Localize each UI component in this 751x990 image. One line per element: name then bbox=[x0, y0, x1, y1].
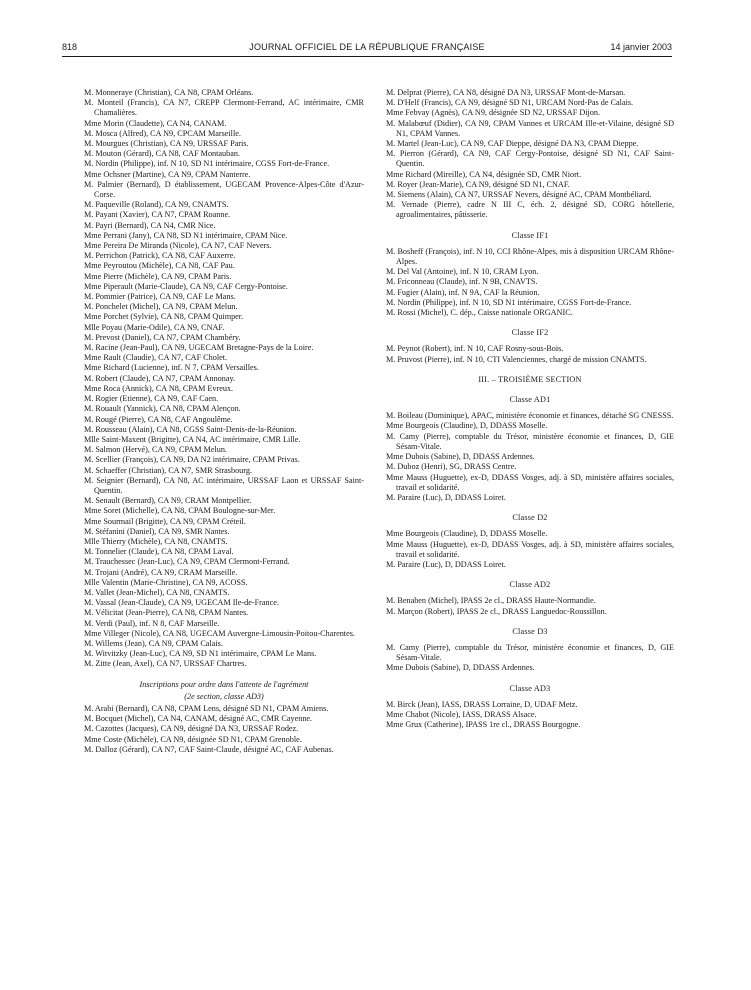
issue-date: 14 janvier 2003 bbox=[610, 42, 672, 52]
list-item: M. Rousseau (Alain), CA N8, CGSS Saint-Denis-de-la-Réunion. bbox=[84, 424, 297, 434]
section-title: Classe IF2 bbox=[511, 328, 549, 338]
inscription-title: Inscriptions pour ordre dans l'attente de l'agrément bbox=[139, 679, 309, 689]
page-number: 818 bbox=[62, 42, 78, 52]
list-item: M. Del Val (Antoine), inf. N 10, CRAM Lyon. bbox=[386, 267, 539, 277]
section-title: Classe IF1 bbox=[511, 230, 549, 240]
list-item: M. Vélicitat (Jean-Pierre), CA N8, CPAM Nantes. bbox=[84, 608, 249, 618]
list-item: M. Willems (Jean), CA N9, CPAM Calais. bbox=[84, 638, 223, 648]
list-item: Mme Richard (Mireille), CA N4, désignée SD, CMR Niort. bbox=[386, 169, 582, 179]
list-item: M. Rogier (Etienne), CA N9, CAF Caen. bbox=[84, 394, 219, 404]
list-item: M. Benaben (Michel), IPASS 2e cl., DRASS Haute-Normandie. bbox=[386, 596, 596, 606]
list-item: M. Zitte (Jean, Axel), CA N7, URSSAF Chartres. bbox=[84, 659, 247, 669]
list-item: M. Nordin (Philippe), inf. N 10, SD N1 intérimaire, CGSS Fort-de-France. bbox=[386, 297, 632, 307]
list-item: M. Dalloz (Gérard), CA N7, CAF Saint-Claude, désigné AC, CAF Aubenas. bbox=[84, 744, 334, 754]
list-item: M. Monteil (Francis), CA N7, CREPP Clermont-Ferrand, AC intérimaire, CMR Chamalières. bbox=[84, 98, 364, 118]
list-item: Mme Richard (Lucienne), inf. N 7, CPAM Versailles. bbox=[84, 363, 259, 373]
section-title: Classe D2 bbox=[512, 513, 548, 523]
list-item: M. Bocquet (Michel), CA N4, CANAM, désigné AC, CMR Cayenne. bbox=[84, 714, 313, 724]
list-item: Mme Mauss (Huguette), ex-D, DDASS Vosges, adj. à SD, ministère affaires sociales, travail et solidarité. bbox=[386, 539, 674, 559]
list-item: M. Bosheff (François), inf. N 10, CCI Rhône-Alpes, mis à disposition URCAM Rhône-Alpes. bbox=[386, 246, 674, 267]
inscription-subtitle: (2e section, classe AD3) bbox=[184, 691, 264, 701]
list-item: Mme Mauss (Huguette), ex-D, DDASS Vosges, adj. à SD, ministère affaires sociales, travail et solidarité. bbox=[386, 472, 674, 492]
list-item: Mlle Poyau (Marie-Odile), CA N9, CNAF. bbox=[84, 322, 225, 332]
list-item: Mme Peyroutou (Michèle), CA N8, CAF Pau. bbox=[84, 261, 235, 271]
list-item: M. Perrichon (Patrick), CA N8, CAF Auxerre. bbox=[84, 251, 236, 261]
list-item: Mlle Saint-Maxent (Brigitte), CA N4, AC intérimaire, CMR Lille. bbox=[84, 434, 301, 444]
list-item: M. Mourgues (Christian), CA N9, URSSAF Paris. bbox=[84, 139, 249, 149]
list-item: M. Witvitzky (Jean-Luc), CA N9, SD N1 intérimaire, CPAM Le Mans. bbox=[84, 649, 317, 659]
list-item: Mme Dubois (Sabine), D, DDASS Ardennes. bbox=[386, 663, 535, 673]
list-item: M. Salmon (Hervé), CA N9, CPAM Melun. bbox=[84, 445, 227, 455]
list-item: M. Racine (Jean-Paul), CA N9, UGECAM Bretagne-Pays de la Loire. bbox=[84, 343, 314, 353]
list-item: Mlle Thierry (Michèle), CA N8, CNAMTS. bbox=[84, 536, 228, 546]
list-item: M. Duboz (Henri), SG, DRASS Centre. bbox=[386, 462, 517, 472]
list-item: M. Camy (Pierre), comptable du Trésor, ministère économie et finances, D, GIE Sésam-Vitale. bbox=[386, 642, 674, 663]
section-title: Classe D3 bbox=[512, 626, 548, 636]
list-item: M. Palmier (Bernard), D établissement, UGECAM Provence-Alpes-Côte d'Azur-Corse. bbox=[84, 179, 364, 200]
list-item: Mme Villeger (Nicole), CA N8, UGECAM Auvergne-Limousin-Poitou-Charentes. bbox=[84, 628, 355, 638]
list-item: Mme Pierre (Michèle), CA N9, CPAM Paris. bbox=[84, 271, 232, 281]
list-item: M. Royer (Jean-Marie), CA N9, désigné SD N1, CNAF. bbox=[386, 179, 570, 189]
list-item: M. Trojani (André), CA N9, CRAM Marseille. bbox=[84, 567, 238, 577]
list-item: M. Pruvost (Pierre), inf. N 10, CTI Valenciennes, chargé de mission CNAMTS. bbox=[386, 354, 647, 364]
list-item: M. Rossi (Michel), C. dép., Caisse nationale ORGANIC. bbox=[386, 308, 573, 318]
list-item: M. Schaeffer (Christian), CA N7, SMR Strasbourg. bbox=[84, 465, 252, 475]
list-item: Mme Roca (Annick), CA N8, CPAM Evreux. bbox=[84, 383, 234, 393]
list-item: M. Payant (Xavier), CA N7, CPAM Roanne. bbox=[84, 210, 231, 220]
section-title: Classe AD1 bbox=[509, 395, 551, 405]
list-item: M. Arabi (Bernard), CA N8, CPAM Lens, désigné SD N1, CPAM Amiens. bbox=[84, 703, 329, 713]
section-title: Classe AD2 bbox=[509, 580, 551, 590]
section-title: III. – TROISIÈME SECTION bbox=[478, 374, 582, 384]
list-item: Mme Grux (Catherine), IPASS 1re cl., DRASS Bourgogne. bbox=[386, 720, 581, 730]
section-title: Classe AD3 bbox=[509, 683, 551, 693]
list-item: Mme Piperault (Marie-Claude), CA N9, CAF Cergy-Pontoise. bbox=[84, 281, 288, 291]
list-item: M. Paqueville (Roland), CA N9, CNAMTS. bbox=[84, 200, 229, 210]
list-item: Mme Perrani (Jany), CA N8, SD N1 intérimaire, CPAM Nice. bbox=[84, 230, 288, 240]
list-item: M. Pierron (Gérard), CA N9, CAF Cergy-Pontoise, désigné SD N1, CAF Saint-Quentin. bbox=[386, 149, 674, 169]
journal-title: JOURNAL OFFICIEL DE LA RÉPUBLIQUE FRANÇAISE bbox=[249, 42, 485, 52]
list-item: M. Rougé (Pierre), CA N8, CAF Angoulême. bbox=[84, 414, 233, 424]
list-item: M. Stéfanini (Daniel), CA N9, SMR Nantes. bbox=[84, 526, 230, 536]
list-item: Mme Pereira De Miranda (Nicole), CA N7, CAF Nevers. bbox=[84, 241, 272, 251]
list-item: M. Verdi (Paul), inf. N 8, CAF Marseille. bbox=[84, 618, 220, 628]
list-item: M. D'Helf (Francis), CA N9, désigné SD N1, URCAM Nord-Pas de Calais. bbox=[386, 98, 634, 108]
list-item: M. Peynot (Robert), inf. N 10, CAF Rosny-sous-Bois. bbox=[386, 344, 564, 354]
list-item: M. Mosca (Alfred), CA N9, CPCAM Marseille. bbox=[84, 128, 241, 138]
list-item: M. Pommier (Patrice), CA N9, CAF Le Mans. bbox=[84, 292, 236, 302]
list-item: M. Vernade (Pierre), cadre N III C, éch. 2, désigné SD, CORG hôtellerie, agroalimentaires, pâtisserie. bbox=[386, 200, 674, 220]
list-item: M. Paraire (Luc), D, DDASS Loiret. bbox=[386, 492, 506, 502]
list-item: Mme Soret (Michelle), CA N8, CPAM Boulogne-sur-Mer. bbox=[84, 506, 276, 516]
list-item: M. Rouault (Yannick), CA N8, CPAM Alençon. bbox=[84, 404, 241, 414]
header-rule bbox=[62, 56, 672, 57]
list-item: Mme Rault (Claudie), CA N7, CAF Cholet. bbox=[84, 353, 228, 363]
list-item: Mme Porchet (Sylvie), CA N8, CPAM Quimper. bbox=[84, 312, 244, 322]
list-item: Mme Bourgeois (Claudine), D, DDASS Moselle. bbox=[386, 529, 548, 539]
list-item: Mme Chabot (Nicole), IASS, DRASS Alsace. bbox=[386, 709, 537, 719]
list-item: Mme Bourgeois (Claudine), D, DDASS Moselle. bbox=[386, 421, 548, 431]
right-column bbox=[386, 88, 674, 730]
list-item: M. Malabœuf (Didier), CA N9, CPAM Vannes et URCAM Ille-et-Vilaine, désigné SD N1, CPAM Vannes. bbox=[386, 118, 674, 138]
list-item: Mme Sourmail (Brigitte), CA N9, CPAM Créteil. bbox=[84, 516, 246, 526]
list-item: M. Fugier (Alain), inf. N 9A, CAF la Réunion. bbox=[386, 287, 540, 297]
list-item: M. Birck (Jean), IASS, DRASS Lorraine, D, UDAF Metz. bbox=[386, 699, 578, 709]
list-item: M. Vassal (Jean-Claude), CA N9, UGECAM Ile-de-France. bbox=[84, 598, 279, 608]
list-item: M. Martel (Jean-Luc), CA N9, CAF Dieppe, désigné DA N3, CPAM Dieppe. bbox=[386, 139, 639, 149]
list-item: M. Monneraye (Christian), CA N8, CPAM Orléans. bbox=[84, 88, 254, 97]
left-column bbox=[84, 88, 364, 755]
list-item: M. Camy (Pierre), comptable du Trésor, ministère économie et finances, D, GIE Sésam-Vitale. bbox=[386, 431, 674, 451]
list-item: M. Paraire (Luc), D, DDASS Loiret. bbox=[386, 559, 506, 569]
page-header bbox=[62, 42, 672, 56]
list-item: M. Prevost (Daniel), CA N7, CPAM Chambéry. bbox=[84, 332, 241, 342]
list-item: Mme Coste (Michèle), CA N9, désignée SD N1, CPAM Grenoble. bbox=[84, 734, 302, 744]
list-item: M. Scellier (François), CA N9, DA N2 intérimaire, CPAM Privas. bbox=[84, 455, 300, 465]
list-item: M. Trauchessec (Jean-Luc), CA N9, CPAM Clermont-Ferrand. bbox=[84, 557, 290, 567]
list-item: M. Tonnelier (Claude), CA N8, CPAM Laval. bbox=[84, 547, 234, 557]
list-item: M. Senault (Bernard), CA N9, CRAM Montpellier. bbox=[84, 496, 252, 506]
list-item: Mlle Valentin (Marie-Christine), CA N9, ACOSS. bbox=[84, 577, 248, 587]
list-item: Mme Febvay (Agnès), CA N9, désignée SD N2, URSSAF Dijon. bbox=[386, 108, 601, 118]
list-item: M. Friconneau (Claude), inf. N 9B, CNAVTS. bbox=[386, 277, 538, 287]
list-item: M. Robert (Claude), CA N7, CPAM Annonay. bbox=[84, 373, 236, 383]
list-item: M. Ponchelet (Michel), CA N9, CPAM Melun. bbox=[84, 302, 238, 312]
list-item: M. Marçon (Robert), IPASS 2e cl., DRASS Languedoc-Roussillon. bbox=[386, 606, 607, 616]
list-item: M. Delprat (Pierre), CA N8, désigné DA N3, URSSAF Mont-de-Marsan. bbox=[386, 88, 626, 97]
list-item: Mme Dubois (Sabine), D, DDASS Ardennes. bbox=[386, 452, 535, 462]
list-item: M. Seignier (Bernard), CA N8, AC intérimaire, URSSAF Laon et URSSAF Saint-Quentin. bbox=[84, 475, 364, 495]
list-item: M. Vallet (Jean-Michel), CA N8, CNAMTS. bbox=[84, 587, 230, 597]
list-item: M. Boileau (Dominique), APAC, ministère économie et finances, détaché SG CNESSS. bbox=[386, 411, 674, 421]
list-item: M. Cazottes (Jacques), CA N9, désigné DA N3, URSSAF Rodez. bbox=[84, 724, 299, 734]
list-item: M. Nordin (Philippe), inf. N 10, SD N1 intérimaire, CGSS Fort-de-France. bbox=[84, 159, 330, 169]
list-item: M. Payri (Bernard), CA N4, CMR Nice. bbox=[84, 220, 216, 230]
list-item: M. Siemens (Alain), CA N7, URSSAF Nevers, désigné AC, CPAM Montbéliard. bbox=[386, 190, 652, 200]
list-item: M. Mouton (Gérard), CA N8, CAF Montauban. bbox=[84, 149, 241, 159]
list-item: Mme Ochsner (Martine), CA N9, CPAM Nanterre. bbox=[84, 169, 251, 179]
list-item: Mme Morin (Claudette), CA N4, CANAM. bbox=[84, 118, 227, 128]
